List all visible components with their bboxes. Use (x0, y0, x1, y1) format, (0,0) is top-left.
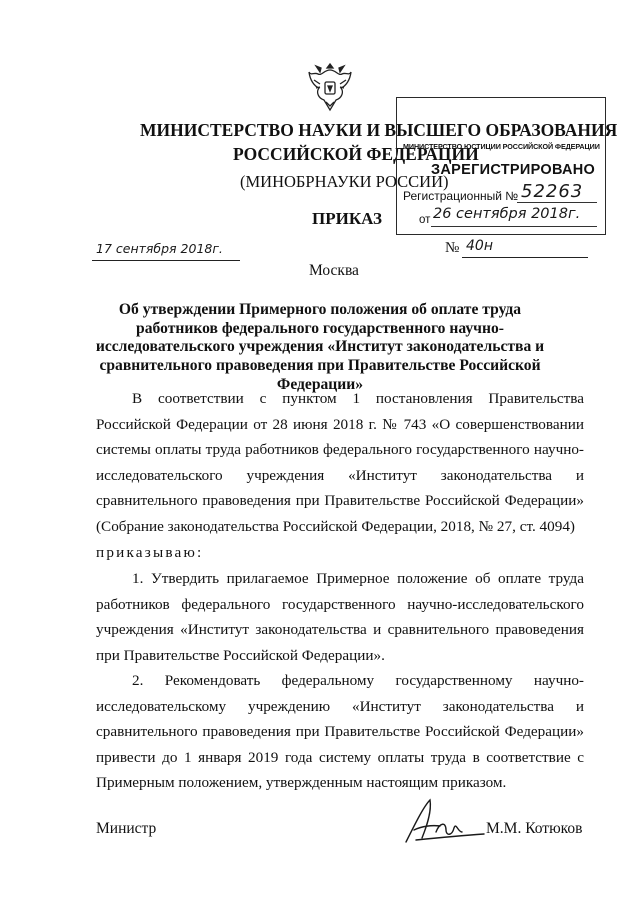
stamp-registration-label: Регистрационный № (403, 189, 519, 203)
state-emblem-icon (306, 58, 354, 114)
handwritten-signature (396, 792, 486, 856)
signatory-title: Министр (96, 820, 157, 837)
order-item-2: 2. Рекомендовать федеральному государственному научно-исследовательскому учреждению «Институт законодательства и сравнительного правоведения при Правительстве Российской Федерации» привести до 1 января 2019 года систему оплаты труда в соответствие с Примерным положением, утвержденным настоящим приказом. (96, 672, 584, 792)
stamp-agency: МИНИСТЕРСТВО ЮСТИЦИИ РОССИЙСКОЙ ФЕДЕРАЦИИ (403, 142, 600, 151)
stamp-date-prefix: от (419, 214, 431, 226)
ministry-name-line2: РОССИЙСКОЙ ФЕДЕРАЦИИ (233, 144, 479, 164)
stamp-number-underline (517, 202, 597, 203)
order-number-label: № (445, 240, 460, 256)
order-item-1: 1. Утвердить прилагаемое Примерное положение об оплате труда работников федерального государственного научно-исследовательского учреждения «Институт законодательства и сравнительного правоведения при Правительстве Российской Федерации». (96, 570, 584, 664)
order-number: 40н (466, 238, 493, 254)
document-title: Об утверждении Примерного положения об оплате труда работников федерального государственного научно-исследовательского учреждения «Институт законодательства и сравнительного правоведения при Правительстве Российской Федерации» (95, 301, 545, 393)
stamp-date-underline (431, 226, 597, 227)
registration-stamp (396, 97, 606, 235)
document-type: ПРИКАЗ (312, 209, 382, 228)
preamble-paragraph (96, 386, 584, 565)
signatory-name: М.М. Котюков (486, 820, 583, 837)
stamp-registration-number: 52263 (521, 181, 584, 202)
stamp-date: 26 сентября 2018г. (433, 206, 581, 222)
city: Москва (309, 262, 359, 279)
ministry-short-name: (МИНОБРНАУКИ РОССИИ) (240, 172, 449, 191)
number-underline (462, 257, 588, 258)
signing-date: 17 сентября 2018г. (96, 241, 223, 256)
order-word: приказываю: (96, 543, 204, 561)
stamp-status: ЗАРЕГИСТРИРОВАНО (431, 162, 596, 178)
date-underline (92, 260, 240, 261)
preamble-text: В соответствии с пунктом 1 постановления Правительства Российской Федерации от 28 июня 2018 г. № 743 «О совершенствовании системы оплаты труда работников федерального государственного научно-исследовательского учреждения «Институт законодательства и сравнительного правоведения при Правительстве Российской Федерации» (Собрание законодательства Российской Федерации, 2018, № 27, ст. 4094) (96, 390, 584, 535)
ministry-name-line1: МИНИСТЕРСТВО НАУКИ И ВЫСШЕГО ОБРАЗОВАНИЯ (140, 120, 618, 140)
